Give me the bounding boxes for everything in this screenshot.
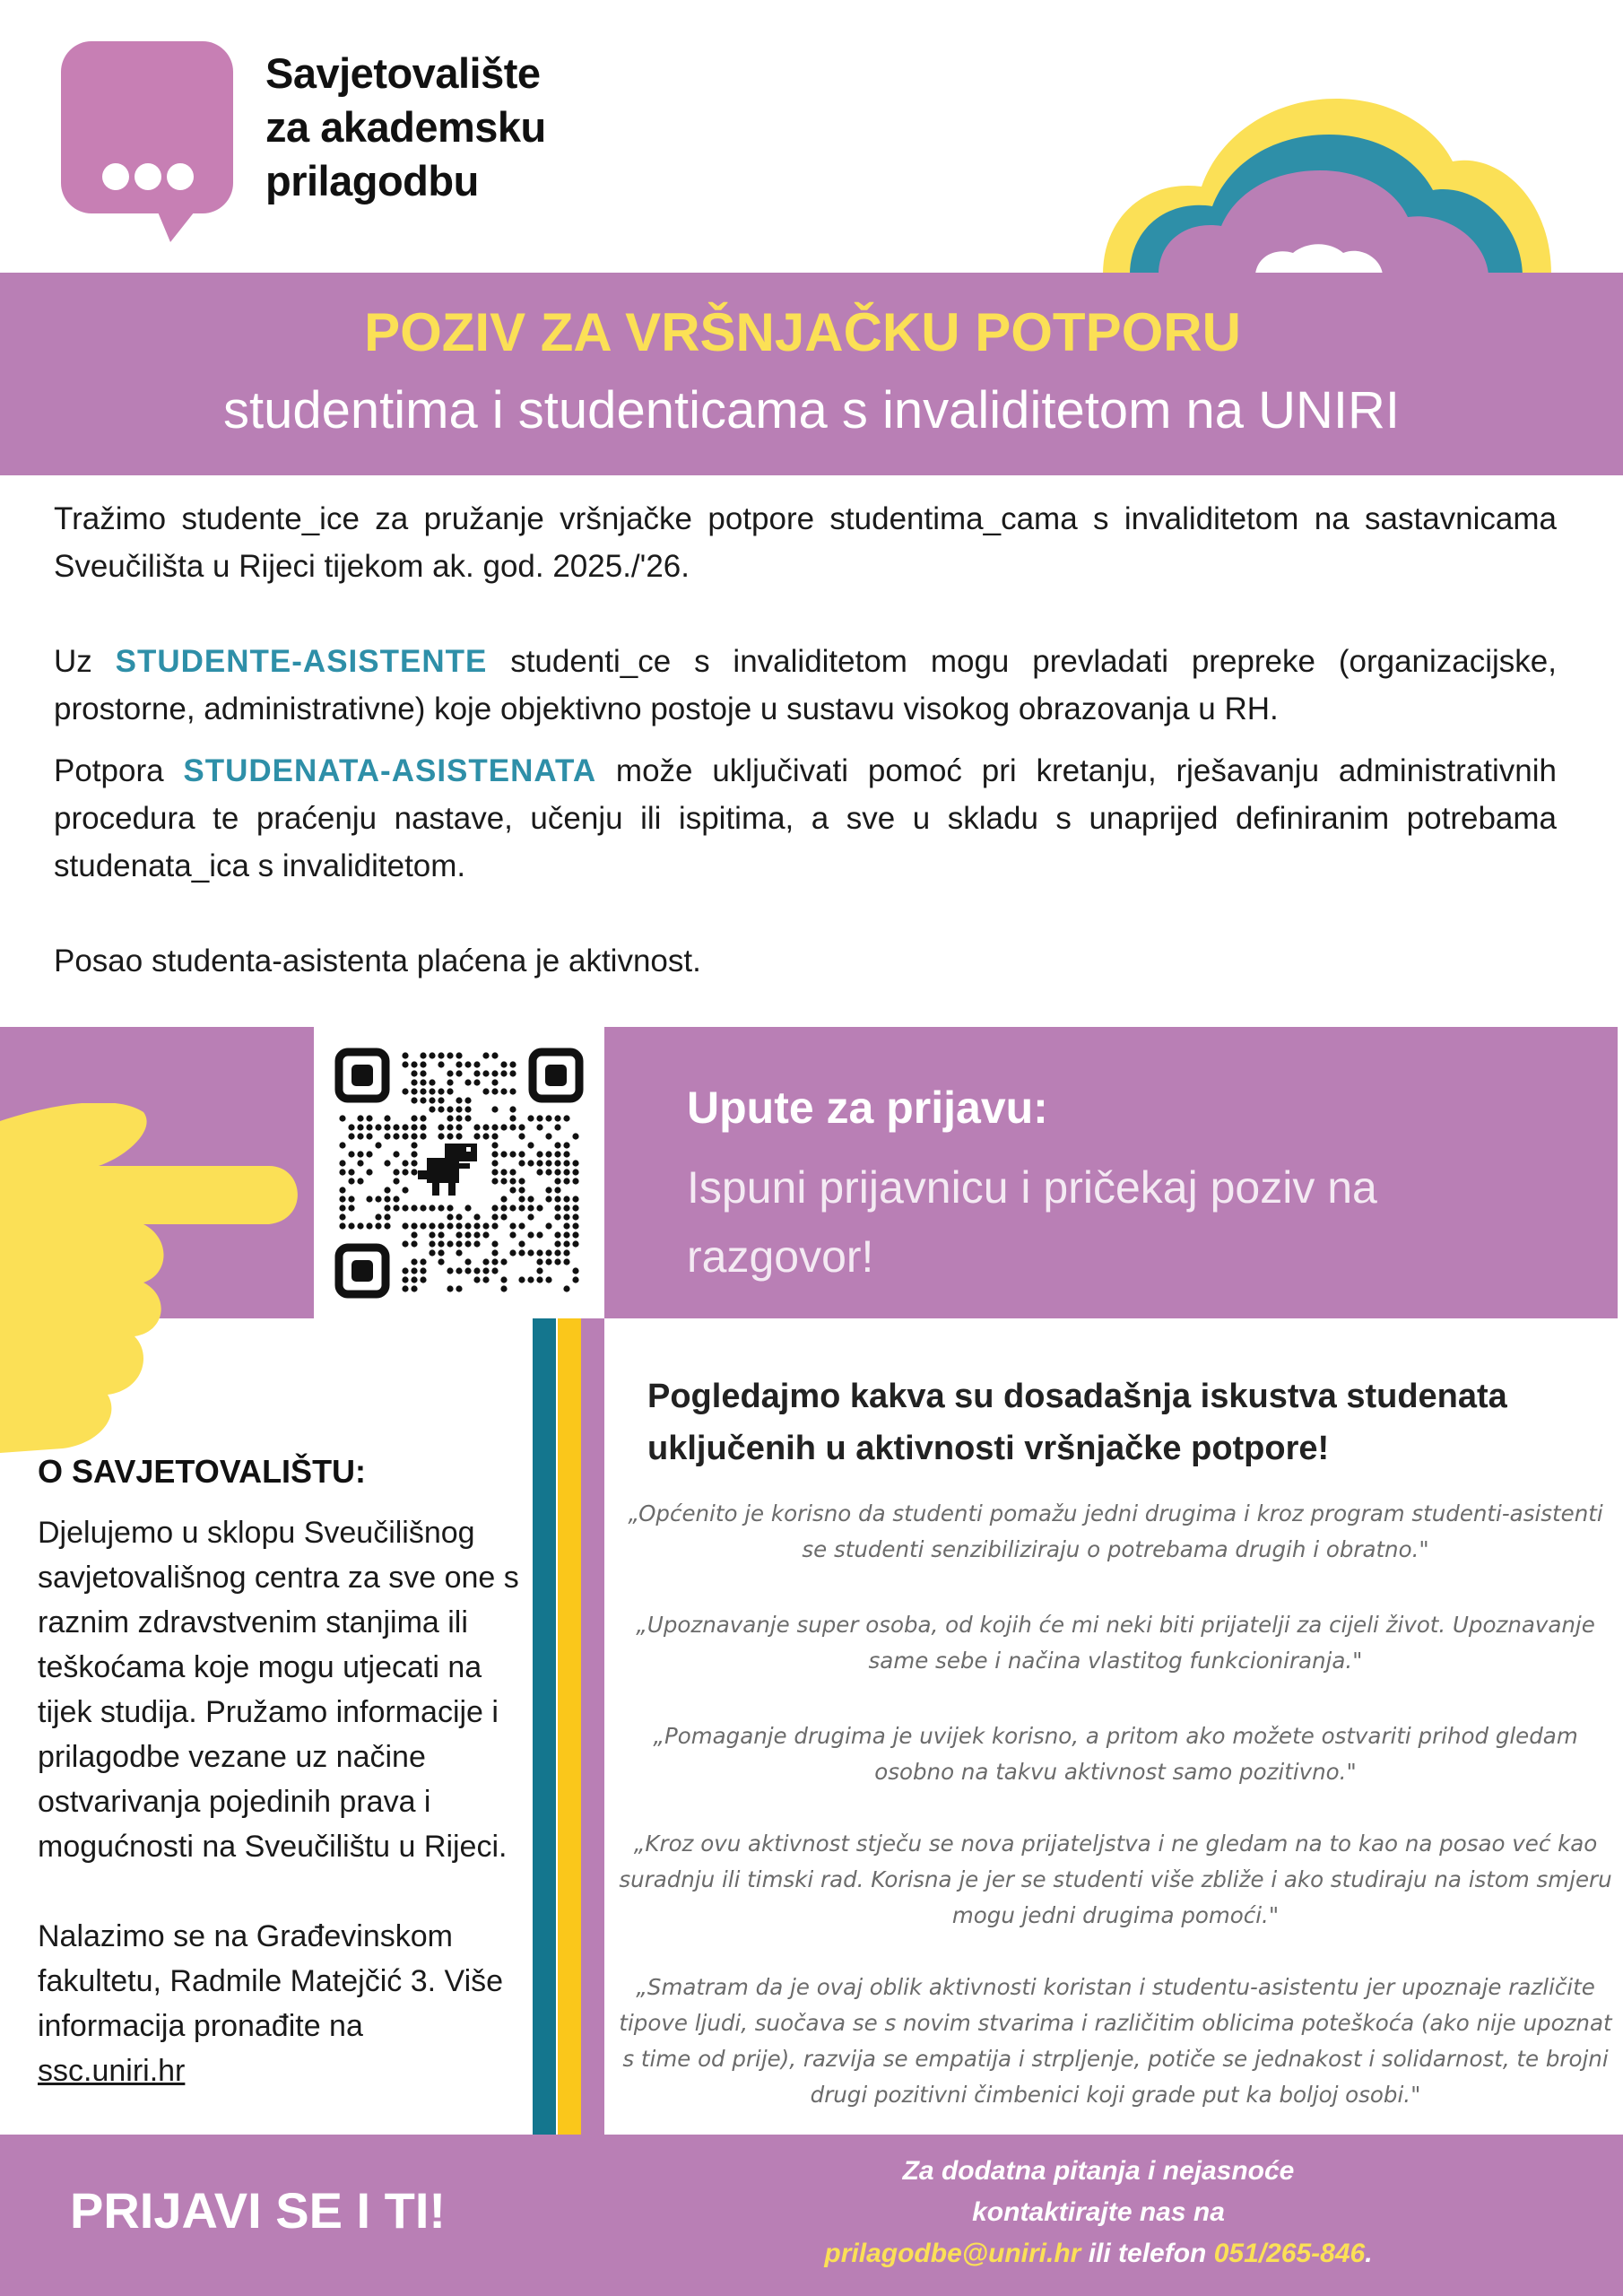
intro-text [54, 495, 1557, 985]
phone-number[interactable]: 051/265-846 [1213, 2239, 1366, 2268]
contact-info [780, 2151, 1417, 2274]
intro-p2-post: studenti_ce s invaliditetom mogu prevladati prepreke (organizacijske, prostorne, administrativne) koje objektivno postoje u sustavu visokog obrazovanja u RH. [54, 644, 1557, 726]
about-paragraph-2 [38, 1914, 540, 2093]
qr-code[interactable] [314, 1027, 604, 1318]
experiences-title: Pogledajmo kakva su dosadašnja iskustva studenata uključenih u aktivnosti vršnjačke potpore! [647, 1378, 1507, 1467]
pointing-hand-icon [0, 1103, 314, 1462]
about-text [38, 1510, 540, 2093]
speech-bubble-tail [152, 199, 204, 242]
intro-paragraph-3 [54, 747, 1557, 890]
cta-text: PRIJAVI SE I TI! [70, 2182, 447, 2239]
page-subtitle: studentima i studenticama s invaliditetom na UNIRI [222, 381, 1401, 439]
contact-mid: ili telefon [1081, 2239, 1214, 2268]
contact-line-3 [780, 2233, 1417, 2274]
about-title: O SAVJETOVALIŠTU: [38, 1453, 367, 1490]
qr-code-icon [314, 1027, 604, 1318]
about-paragraph-1: Djelujemo u sklopu Sveučilišnog savjetovališnog centra za sve one s raznim zdravstvenim stanjima ili teškoćama koje mogu utjecati na tijek studija. Pružamo informacije i prilagodbe vezane uz načine ostvarivanja pojedinih prava i mogućnosti na Sveučilištu u Rijeci. [38, 1516, 519, 1864]
speech-bubble-icon [61, 41, 233, 213]
page-title: POZIV ZA VRŠNJAČKU POTPORU [364, 302, 1241, 362]
logo-line-1: Savjetovalište [265, 49, 541, 97]
about-location: Nalazimo se na Građevinskom fakultetu, Radmile Matejčić 3. Više informacija pronađite na [38, 1919, 504, 2043]
stripe-yellow [558, 1318, 581, 2135]
logo-line-2: za akademsku [265, 103, 546, 151]
quote-1: „Općenito je korisno da studenti pomažu jedni drugima i kroz program studenti-asistenti se studenti senzibiliziraju o potrebama drugih i obratno." [628, 1500, 1603, 1562]
apply-heading: Upute za prijavu: [687, 1083, 1048, 1133]
contact-line-2: kontaktirajte nas na [972, 2197, 1225, 2227]
quote-2: „Upoznavanje super osoba, od kojih će mi neki biti prijatelji za cijeli život. Upoznavanje same sebe i načina vlastitog funkcioniranja." [636, 1612, 1595, 1674]
apply-instructions: Ispuni prijavnicu i pričekaj poziv na razgovor! [687, 1162, 1377, 1282]
contact-line-1: Za dodatna pitanja i nejasnoće [902, 2156, 1295, 2186]
contact-end: . [1365, 2239, 1373, 2268]
logo-line-3: prilagodbu [265, 157, 479, 204]
stripe-purple [581, 1318, 604, 2135]
clouds-decoration-icon [1094, 81, 1560, 274]
highlight-studenata-asistenata: STUDENATA-ASISTENATA [183, 753, 597, 788]
intro-paragraph-4: Posao studenta-asistenta plaćena je aktivnost. [54, 944, 701, 978]
intro-p3-post: može uključivati pomoć pri kretanju, rješavanju administrativnih procedura te praćenju nastave, učenju ili ispitima, a sve u skladu s unaprijed definiranim potrebama studenata_ica s invaliditetom. [54, 753, 1557, 883]
logo-name [265, 47, 546, 208]
email-link[interactable]: prilagodbe@uniri.hr [824, 2239, 1081, 2268]
intro-p3-pre: Potpora [54, 753, 184, 788]
intro-paragraph-1: Tražimo studente_ice za pružanje vršnjačke potpore studentima_cama s invaliditetom na sastavnicama Sveučilišta u Rijeci tijekom ak. god. 2025./'26. [54, 501, 1557, 584]
quote-5: „Smatram da je ovaj oblik aktivnosti koristan i studentu-asistentu jer upoznaje različite tipove ljudi, suočava se s novim stvarima i različitim oblicima poteškoća (ako nije upoznat s time od prije), razvija se empatija i strpljenje, potiče se jednakost i solidarnost, te brojni drugi pozitivni čimbenici koji grade put ka boljoj osobi." [619, 1974, 1612, 2108]
intro-p2-pre: Uz [54, 644, 116, 679]
intro-paragraph-2 [54, 638, 1557, 733]
quote-3: „Pomaganje drugima je uvijek korisno, a pritom ako možete ostvariti prihod gledam osobno na takvu aktivnost samo pozitivno." [653, 1723, 1578, 1785]
website-link[interactable]: ssc.uniri.hr [38, 2054, 186, 2088]
quote-4: „Kroz ovu aktivnost stječu se nova prijateljstva i ne gledam na to kao na posao već kao suradnju ili timski rad. Korisna je jer se studenti više zbliže i ako studiraju na istom smjeru mogu jedni drugima pomoći." [619, 1831, 1612, 1928]
highlight-studente-asistente: STUDENTE-ASISTENTE [115, 644, 488, 679]
